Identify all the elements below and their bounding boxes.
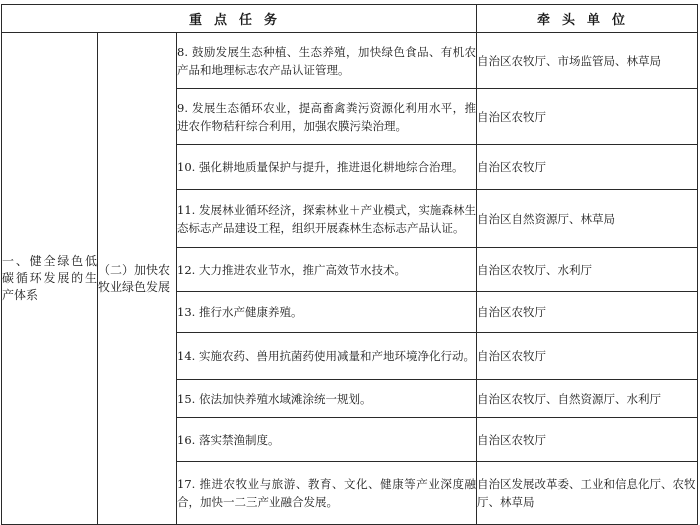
task-cell: 14. 实施农药、兽用抗菌药使用减量和产地环境净化行动。 [177, 333, 477, 380]
lead-unit-cell: 自治区农牧厅 [477, 292, 698, 333]
task-cell: 13. 推行水产健康养殖。 [177, 292, 477, 333]
task-cell: 10. 强化耕地质量保护与提升，推进退化耕地综合治理。 [177, 145, 477, 190]
header-lead-units: 牵头单位 [477, 5, 698, 33]
table-header-row [2, 5, 698, 33]
lead-unit-cell: 自治区农牧厅 [477, 89, 698, 145]
task-cell: 15. 依法加快养殖水域滩涂统一规划。 [177, 380, 477, 418]
task-cell: 8. 鼓励发展生态种植、生态养殖，加快绿色食品、有机农产品和地理标志农产品认证管理。 [177, 33, 477, 89]
lead-unit-cell: 自治区农牧厅、自然资源厅、水利厅 [477, 380, 698, 418]
lead-unit-cell: 自治区农牧厅、市场监管局、林草局 [477, 33, 698, 89]
category-cell: 一、健全绿色低碳循环发展的生产体系 [2, 33, 98, 525]
header-key-tasks: 重点任务 [2, 5, 477, 33]
task-cell: 17. 推进农牧业与旅游、教育、文化、健康等产业深度融合，加快一二三产业融合发展。 [177, 462, 477, 525]
lead-unit-cell: 自治区农牧厅 [477, 418, 698, 462]
lead-unit-cell: 自治区农牧厅 [477, 145, 698, 190]
task-cell: 16. 落实禁渔制度。 [177, 418, 477, 462]
task-cell: 9. 发展生态循环农业，提高畜禽粪污资源化利用水平，推进农作物秸秆综合利用，加强农膜污染治理。 [177, 89, 477, 145]
lead-unit-cell: 自治区农牧厅、水利厅 [477, 248, 698, 292]
task-cell: 11. 发展林业循环经济，探索林业＋产业模式，实施森林生态标志产品建设工程，组织开展森林生态标志产品认证。 [177, 190, 477, 248]
lead-unit-cell: 自治区发展改革委、工业和信息化厅、农牧厅、林草局 [477, 462, 698, 525]
lead-unit-cell: 自治区自然资源厅、林草局 [477, 190, 698, 248]
table-row [2, 33, 698, 89]
task-cell: 12. 大力推进农业节水，推广高效节水技术。 [177, 248, 477, 292]
subcategory-cell: （二）加快农牧业绿色发展 [98, 33, 177, 525]
task-table [1, 4, 698, 525]
lead-unit-cell: 自治区农牧厅 [477, 333, 698, 380]
